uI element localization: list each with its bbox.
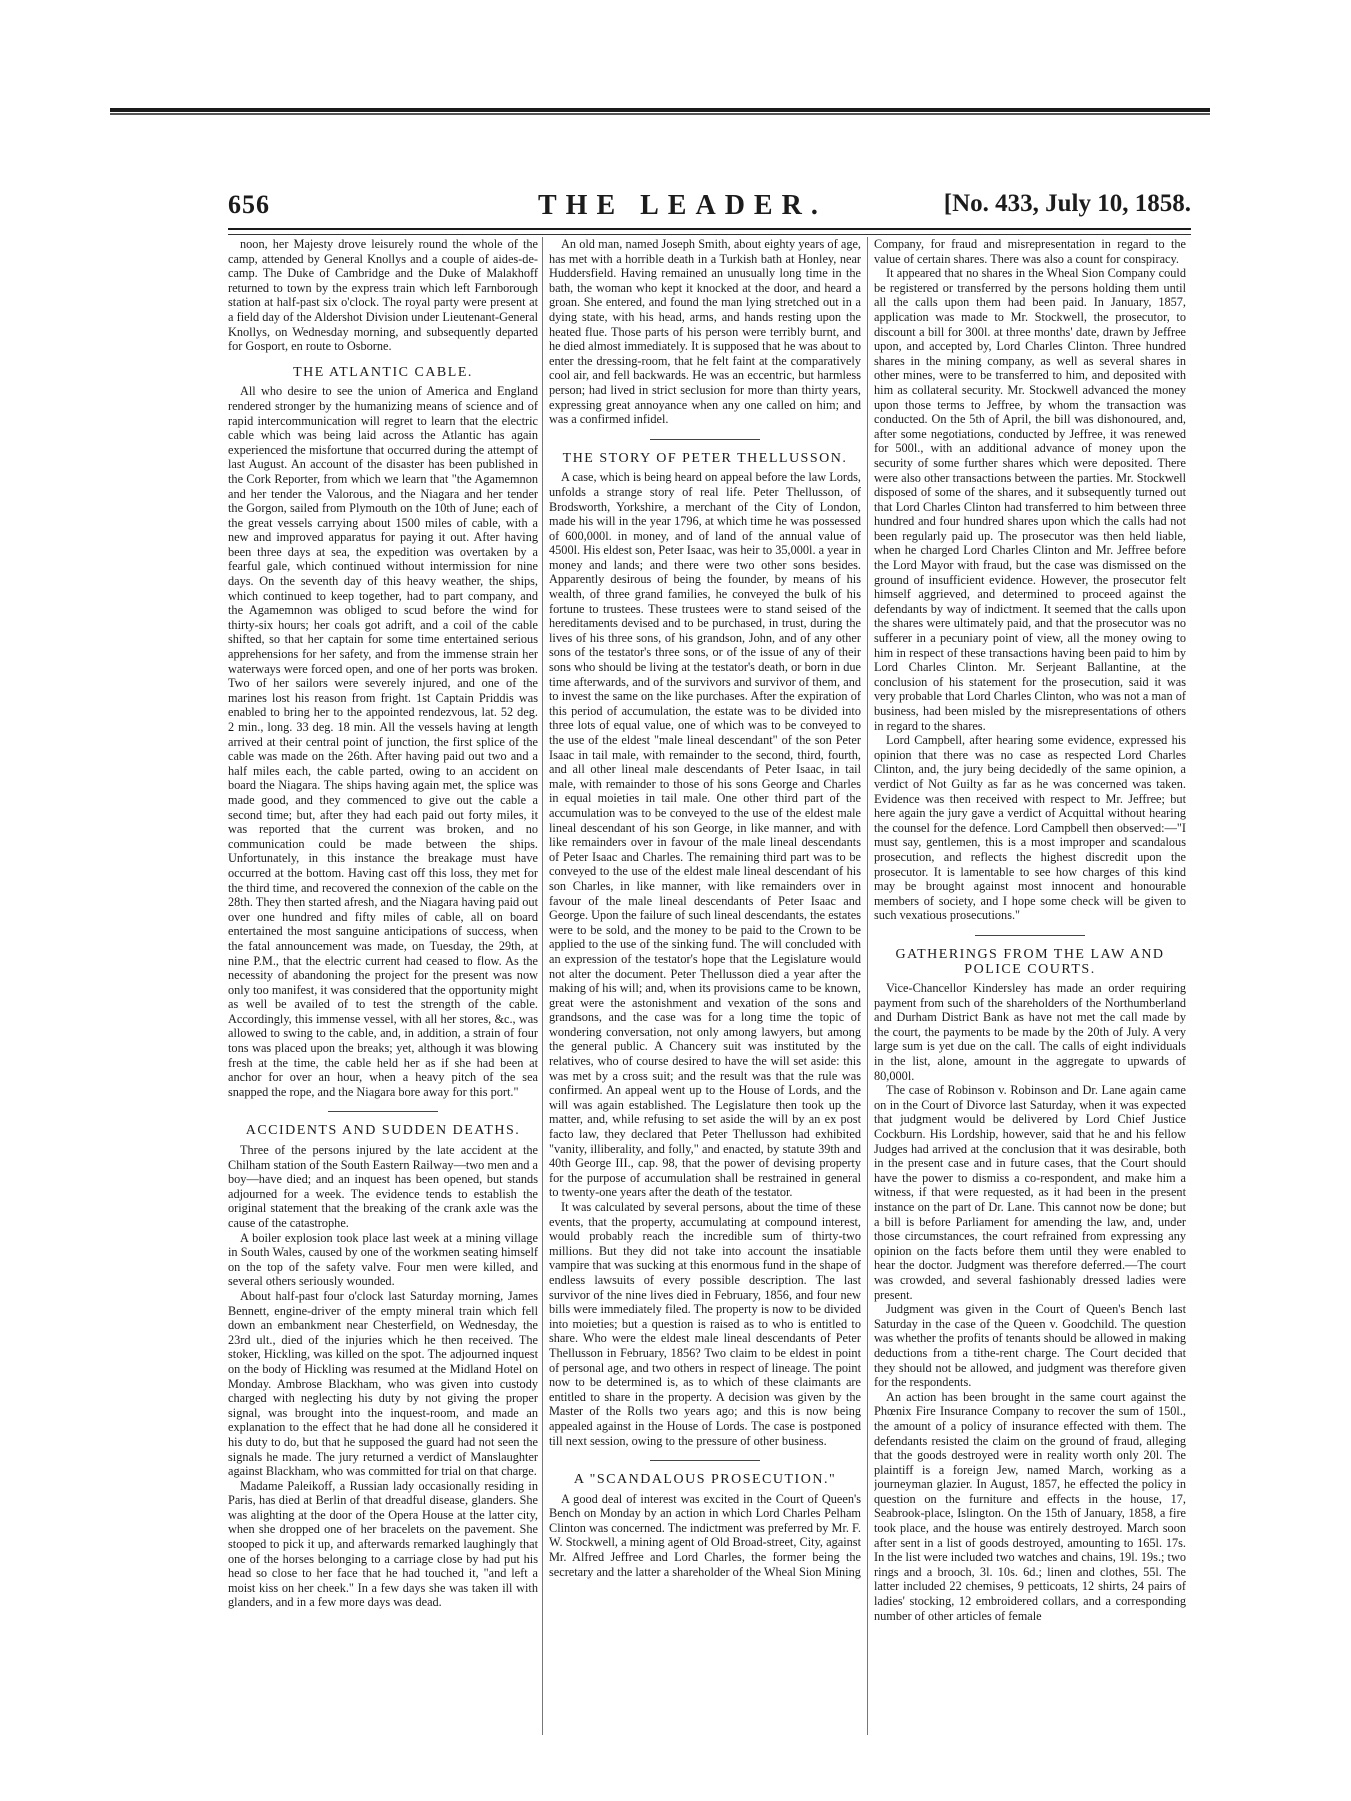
column-divider-2	[867, 237, 868, 1735]
article-paragraph: All who desire to see the union of America and England rendered stronger by the humanizing means of science and of rapid intercommunication will regret to learn that the electric cable which was being laid across the Atlantic has again experienced the misfortune that occurred during the attempt of last August. An account of the disaster has been published in the Cork Reporter, from which we learn that "the Agamemnon and her tender the Valorous, and the Niagara and her tender the Gorgon, sailed from Plymouth on the 10th of June; each of the great vessels carrying about 1500 miles of cable, with a new and improved apparatus for paying it out. After having been three days at sea, the expedition was overtaken by a fearful gale, which continued without intermission for nine days. On the seventh day of this heavy weather, the ships, which continued to keep together, had to part company, and the Agamemnon was obliged to scud before the wind for thirty-six hours; her coals got adrift, and a coil of the cable shifted, so that her captain for some time entertained serious apprehensions for her safety, and from the immense strain her waterways were forced open, and one of her ports was broken. Two of her sailors were severely injured, and one of the marines lost his reason from fright. 1st Captain Priddis was enabled to bring her to the appointed rendezvous, lat. 52 deg. 2 min., long. 33 deg. 18 min. All the vessels having at length arrived at their central point of junction, the first splice of the cable was made on the 26th. After having paid out two and a half miles each, the cable parted, owing to an accident on board the Niagara. The ships having again met, the splice was made good, and they commenced to give out the cable a second time; but, after they had each paid out forty miles, it was reported that the current was broken, and no communication could be made between the ships. Unfortunately, in this instance the breakage must have occurred at the bottom. Having cast off this loss, they met for the third time, and recovered the connexion of the cable on the 28th. They then started afresh, and the Niagara having paid out over one hundred and fifty miles of cable, all on board entertained the most sanguine anticipations of success, when the fatal announcement was made, on Tuesday, the 29th, at nine P.M., that the electric current had ceased to flow. As the necessity of abandoning the project for the present was now only too manifest, it was considered that the opportunity might as well be availed of to test the strength of the cable. Accordingly, this immense vessel, with all her stores, &c., was allowed to swing to the cable, and, in addition, a strain of four tons was placed upon the breaks; yet, although it was blowing fresh at the time, the cable held her as if she had been at anchor for over an hour, when a heavy pitch of the sea snapped the rope, and the Niagara bore away for this port."	[228, 384, 538, 1099]
article-paragraph: Three of the persons injured by the late accident at the Chilham station of the South Eastern Railway—two men and a boy—have died; and an inquest has been opened, but stands adjourned for a week. The evidence tends to establish the original statement that the breaking of the crank axle was the cause of the catastrophe.	[228, 1143, 538, 1230]
article-paragraph: Madame Paleikoff, a Russian lady occasionally residing in Paris, has died at Berlin of that dreadful disease, glanders. She was alighting at the door of the Opera House at the latter city, when she dropped one of her bracelets on the pavement. She stooped to pick it up, and afterwards remarked laughingly that one of the horses belonging to a carriage close by had put his head so close to her face that he had touched it, "and left a moist kiss on her cheek." In a few days she was taken ill with glanders, and in a few more days was dead.	[228, 1478, 538, 1610]
column-3	[874, 237, 1186, 1735]
article-paragraph: It was calculated by several persons, about the time of these events, that the property, accumulating at compound interest, would probably reach the incredible sum of thirty-two millions. But they did not take into account the insatiable vampire that was sucking at this enormous fund in the shape of endless lawsuits of every possible description. The last survivor of the nine lives died in February, 1856, and four new bills were immediately filed. The property is now to be divided into moieties; but a question is raised as to who is entitled to share. Who were the eldest male lineal descendants of Peter Thellusson in February, 1856? Two claim to be eldest in point of personal age, and two others in respect of lineage. The point now to be determined is, as to which of these claimants are entitled to share in the property. A decision was given by the Master of the Rolls two years ago; and this is now being appealed against in the House of Lords. The case is postponed till next session, owing to the pressure of other business.	[549, 1200, 861, 1448]
article-heading: GATHERINGS FROM THE LAW AND POLICE COURTS.	[895, 946, 1165, 977]
article-paragraph: Company, for fraud and misrepresentation in regard to the value of certain shares. There was also a count for conspiracy.	[874, 237, 1186, 266]
column-1	[228, 237, 538, 1735]
article-paragraph: Vice-Chancellor Kindersley has made an order requiring payment from such of the shareholders of the Northumberland and Durham District Bank as have not met the call made by the court, the payments to be made by the 20th of July. A very large sum is yet due on the call. The calls of eight individuals in the list, alone, amount in the aggregate to upwards of 80,000l.	[874, 981, 1186, 1083]
masthead-rule	[228, 234, 1191, 235]
column-divider-1	[542, 237, 543, 1735]
article-heading: A "SCANDALOUS PROSECUTION."	[573, 1472, 837, 1488]
article-paragraph: noon, her Majesty drove leisurely round the whole of the camp, attended by General Knollys and a couple of aides-de-camp. The Duke of Cambridge and the Duke of Malakhoff returned to town by the express train which left Farnborough station at half-past six o'clock. The royal party were present at a field day of the Aldershot Division under Lieutenant-General Knollys, on Wednesday morning, and subsequently departed for Gosport, en route to Osborne.	[228, 237, 538, 354]
article-heading: THE ATLANTIC CABLE.	[293, 364, 473, 380]
issue-date: [No. 433, July 10, 1858.	[943, 190, 1191, 217]
article-paragraph: About half-past four o'clock last Saturday morning, James Bennett, engine-driver of the empty mineral train which fell down an embankment near Chesterfield, on Wednesday, the 23rd ult., died of the injuries which he then received. The stoker, Hickling, was killed on the spot. The adjourned inquest on the body of Hickling was resumed at the Midland Hotel on Monday. Ambrose Blackham, who was given into custody charged with neglecting his duty by not giving the proper signal, was brought into the inquest-room, and made an explanation to the effect that he had done all he considered it his duty to do, but that he supposed the guard had not seen the signals he made. The jury returned a verdict of Manslaughter against Blackham, who was committed for trial on that charge.	[228, 1288, 538, 1479]
article-paragraph: Judgment was given in the Court of Queen's Bench last Saturday in the case of the Queen v. Goodchild. The question was whether the profits of tenants should be allowed in making deductions from a tithe-rent charge. The Court decided that they should not be allowed, and judgment was therefore given for the respondents.	[874, 1302, 1186, 1390]
article-separator	[650, 1460, 760, 1461]
top-decorative-rule-thin	[110, 113, 1210, 115]
article-separator	[975, 935, 1085, 936]
article-paragraph: A boiler explosion took place last week at a mining village in South Wales, caused by one of the workmen seating himself on the top of the safety valve. Four men were killed, and several others seriously wounded.	[228, 1230, 538, 1289]
column-2	[549, 237, 861, 1735]
article-paragraph: A case, which is being heard on appeal before the law Lords, unfolds a strange story of real life. Peter Thellusson, of Brodsworth, Yorkshire, a merchant of the City of London, made his will in the year 1796, at which time he was possessed of 600,000l. in money, and of land of the annual value of 4500l. His eldest son, Peter Isaac, was heir to 35,000l. a year in money and lands; and there were two other sons besides. Apparently desirous of being the founder, by means of his wealth, of three grand families, he conveyed the bulk of his fortune to trustees. These trustees were to stand seised of the hereditaments devised and to be purchased, in trust, during the lives of his three sons, of his grandson, John, and of any other sons of the testator's three sons, or of the issue of any of their sons who should be living at the testator's death, or born in due time afterwards, and of the survivors and survivor of them, and to invest the same on the like purchases. After the expiration of this period of accumulation, the estate was to be divided into three lots of equal value, one of which was to be conveyed to the use of the eldest "male lineal descendant" of the son Peter Isaac in tail male, with remainder to the second, third, fourth, and all other lineal male descendants of Peter Isaac, in tail male, with remainder to those of his sons George and Charles in equal moieties in tail male. One other third part of the accumulation was to be conveyed to the use of the eldest male lineal descendant of his son George, in like manner, and with like remainders over in favour of the male lineal descendants of Peter Isaac and Charles. The remaining third part was to be conveyed to the use of the eldest male lineal descendant of his son Charles, in like manner, with like remainders over in favour of the male lineal descendants of Peter Isaac and George. Upon the failure of such lineal descendants, the estates were to be sold, and the money to be paid to the Crown to be applied to the use of the sinking fund. The will concluded with an expression of the testator's hope that the Legislature would not alter the document. Peter Thellusson died a year after the making of his will; and, when its provisions came to be known, great were the astonishment and vexation of the sons and grandsons, and the case was for a long time the topic of wondering conversation, not only among lawyers, but among the general public. A Chancery suit was instituted by the relatives, who of course desired to have the will set aside: this was met by a cross suit; and the result was that the rule was confirmed. An appeal went up to the House of Lords, and the will was again established. The Legislature then took up the matter, and, while refusing to set aside the will by an ex post facto law, they declared that Peter Thellusson had exhibited "vanity, illiberality, and folly," and enacted, by statute 39th and 40th George III., cap. 98, that the power of devising property for the purpose of accumulation shall be restrained in general to twenty-one years after the death of the testator.	[549, 470, 861, 1200]
article-paragraph: It appeared that no shares in the Wheal Sion Company could be registered or transferred by the persons holding them until all the calls upon them had been paid. In January, 1857, application was made to Mr. Stockwell, the prosecutor, to discount a bill for 300l. at three months' date, drawn by Jeffree upon, and accepted by, Lord Charles Clinton. Three hundred shares in the mining company, as well as several shares in other mines, were to be transferred to him, and deposited with him as collateral security. Mr. Stockwell advanced the money upon those terms to Jeffree, by whom the transaction was conducted. On the 5th of April, the bill was dishonoured, and, after some negotiations, conducted by Jeffree, it was renewed for 500l., with an additional advance of money upon the security of some further shares which were deposited. There were also other transactions between the parties. Mr. Stockwell disposed of some of the shares, and it subsequently turned out that Lord Charles Clinton had transferred to him between three hundred and four hundred shares upon which the calls had not been regularly paid up. The prosecutor was then held liable, when he charged Lord Charles Clinton and Mr. Jeffree before the Lord Mayor with fraud, but the case was dismissed on the ground of insufficient evidence. However, the prosecutor felt himself aggrieved, and determined to proceed against the defendants by way of indictment. It seemed that the calls upon the shares were ultimately paid, and that the prosecutor was no sufferer in a pecuniary point of view, all the money owing to him in respect of these transactions having been paid to him by Lord Charles Clinton. Mr. Serjeant Ballantine, at the conclusion of his statement for the prosecution, said it was very probable that Lord Charles Clinton, who was not a man of business, had been misled by the misrepresentations of others in regard to the shares.	[874, 266, 1186, 733]
article-heading: THE STORY OF PETER THELLUSSON.	[562, 450, 848, 466]
newspaper-title: THE LEADER.	[538, 190, 827, 221]
top-decorative-rule	[110, 108, 1210, 112]
article-heading: ACCIDENTS AND SUDDEN DEATHS.	[245, 1123, 521, 1139]
masthead	[228, 190, 1191, 230]
article-separator	[650, 439, 760, 440]
article-paragraph: Lord Campbell, after hearing some evidence, expressed his opinion that there was no case as respected Lord Charles Clinton, and, the jury being decidedly of the same opinion, a verdict of Not Guilty as far as he was concerned was taken. Evidence was then received with respect to Mr. Jeffree; but here again the jury gave a verdict of Acquittal without hearing the counsel for the defence. Lord Campbell then observed:—"I must say, gentlemen, this is a most improper and scandalous prosecution, and reflects the highest discredit upon the prosecutor. It is lamentable to see how charges of this kind may be brought against most innocent and honourable members of society, and I hope some check will be given to such vexatious prosecutions."	[874, 733, 1186, 923]
article-separator	[328, 1111, 438, 1112]
article-paragraph: An action has been brought in the same court against the Phœnix Fire Insurance Company to recover the sum of 150l., the amount of a policy of insurance effected with them. The defendants resisted the claim on the ground of fraud, alleging that the goods destroyed were in reality worth only 20l. The plaintiff is a foreign Jew, named March, working as a journeyman glazier. In August, 1857, he effected the policy in question on the furniture and effects in the house, 17, Seabrook-place, Islington. On the 15th of January, 1858, a fire took place, and the house was entirely destroyed. March soon after sent in a list of goods destroyed, amounting to 165l. 17s. In the list were included two watches and chains, 19l. 19s.; two rings and a brooch, 3l. 10s. 6d.; linen and clothes, 55l. The latter included 22 chemises, 9 petticoats, 12 shirts, 24 pairs of ladies' stocking, 12 embroidered collars, and a corresponding number of other articles of female	[874, 1389, 1186, 1623]
page-number: 656	[228, 190, 270, 219]
article-paragraph: A good deal of interest was excited in the Court of Queen's Bench on Monday by an action in which Lord Charles Pelham Clinton was concerned. The indictment was preferred by Mr. F. W. Stockwell, a mining agent of Old Broad-street, City, against Mr. Alfred Jeffree and Lord Charles, the former being the secretary and the latter a shareholder of the Wheal Sion Mining	[549, 1491, 861, 1579]
article-paragraph: The case of Robinson v. Robinson and Dr. Lane again came on in the Court of Divorce last Saturday, when it was expected that judgment would be delivered by Lord Chief Justice Cockburn. His Lordship, however, said that he and his fellow Judges had arrived at the conclusion that it was desirable, both in the present case and in future cases, that the Court should have the power to dismiss a co-respondent, and make him a witness, if that were requested, as it had been in the present instance on the part of Dr. Lane. This cannot now be done; but a bill is before Parliament for amending the law, and, under those circumstances, the court refrained from expressing any opinion on the facts before them until they were enabled to hear the doctor. Judgment was therefore deferred.—The court was crowded, and several fashionably dressed ladies were present.	[874, 1083, 1186, 1302]
article-paragraph: An old man, named Joseph Smith, about eighty years of age, has met with a horrible death in a Turkish bath at Honley, near Huddersfield. Having remained an unusually long time in the bath, the woman who kept it knocked at the door, and heard a groan. She entered, and found the man lying stretched out in a dying state, with his head, arms, and hands resting upon the heated flue. Those parts of his person were terribly burnt, and he died almost immediately. It is supposed that he was about to enter the dressing-room, that he felt faint at the comparatively cool air, and fell backwards. He was an eccentric, but harmless person; had lived in strict seclusion for more than thirty years, expressing great annoyance when any one called on him; and was a confirmed infidel.	[549, 237, 861, 427]
